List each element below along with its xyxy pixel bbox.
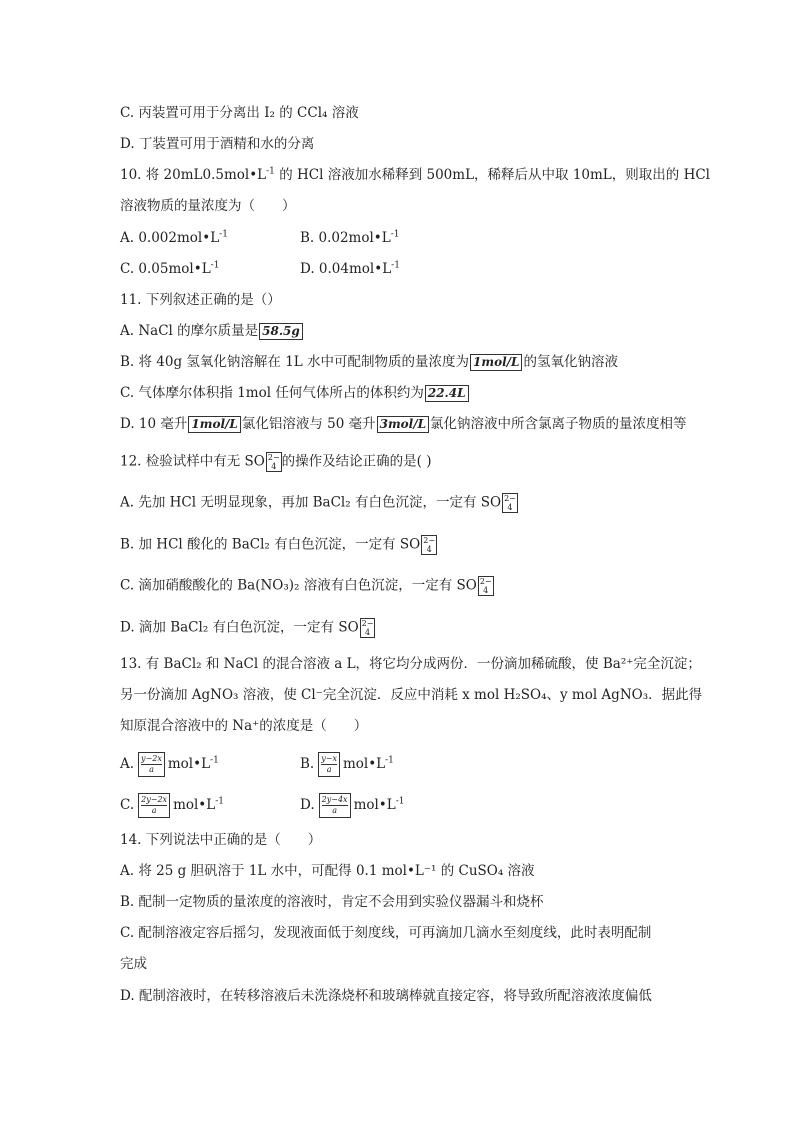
option-14a: A. 将 25 g 胆矾溶于 1L 水中，可配得 0.1 mol•L⁻¹ 的 CuSO₄ 溶液 <box>120 863 535 879</box>
question-10-line2: 溶液物质的量浓度为（ ） <box>120 198 296 214</box>
option-12a: A. 先加 HCl 无明显现象，再加 BaCl₂ 有白色沉淀，一定有 SO 2− 4 <box>120 494 516 512</box>
question-10 <box>120 166 710 184</box>
q10-text: 10. 将 20mL0.5mol•L <box>120 167 267 183</box>
option-14b: B. 配制一定物质的量浓度的溶液时，肯定不会用到实验仪器漏斗和烧杯 <box>120 894 544 910</box>
sulfate-ion: 2− 4 <box>504 494 516 512</box>
formula-box: 3mol/L <box>377 416 429 433</box>
option-14d: D. 配制溶液时，在转移溶液后未洗涤烧杯和玻璃棒就直接定容，将导致所配溶液浓度偏低 <box>120 988 652 1004</box>
question-13-line2: 另一份滴加 AgNO₃ 溶液，使 Cl⁻完全沉淀．反应中消耗 x mol H₂SO₄、y mol AgNO₃．据此得 <box>120 687 703 703</box>
fraction: $\frac{2y-4x}{a}$ <box>319 793 351 818</box>
fraction: $\frac{y-x}{a}$ <box>318 752 340 777</box>
option-11b: B. 将 40g 氢氧化钠溶解在 1L 水中可配制物质的量浓度为 1mol/L 的氢氧化钠溶液 <box>120 354 618 370</box>
sulfate-ion: 2− 4 <box>267 453 280 471</box>
option-10c: C. $0.05mol•L^{-1}$ D. $0.04mol•L^{-1}$ <box>120 260 400 277</box>
option-12c: C. 滴加硝酸酸化的 Ba(NO₃)₂ 溶液有白色沉淀，一定有 SO 2− 4 <box>120 577 492 595</box>
sulfate-ion: 2− 4 <box>479 577 492 595</box>
formula-box: 1mol/L <box>188 416 240 433</box>
sulfate-ion: 2− 4 <box>423 536 436 554</box>
option-11c: C. 气体摩尔体积指 1mol 任何气体所占的体积约为 22.4L <box>120 384 470 402</box>
option-11d: D. 10 毫升 1mol/L 氯化铝溶液与 50 毫升 3mol/L 氯化钠溶液中所含氯离子物质的量浓度相等 <box>120 416 687 432</box>
fraction: $\frac{2y-2x}{a}$ <box>138 793 170 818</box>
option-10a: A. $0.002mol•L^{-1}$ B. $0.02mol•L^{-1}$ <box>120 229 400 246</box>
option-12d: D. 滴加 BaCl₂ 有白色沉淀，一定有 SO 2− 4 <box>120 619 374 637</box>
option-14c-line2: 完成 <box>120 956 147 972</box>
option-12b: B. 加 HCl 酸化的 BaCl₂ 有白色沉淀，一定有 SO 2− 4 <box>120 536 436 554</box>
question-13: 13. 有 BaCl₂ 和 NaCl 的混合溶液 a L，将它均分成两份．一份滴加稀硫酸，使 Ba²⁺完全沉淀； <box>120 656 701 672</box>
question-12: 12. 检验试样中有无 SO 2− 4 的操作及结论正确的是( ) <box>120 453 432 471</box>
formula-box: 22.4L <box>425 385 469 402</box>
option-9d: D. 丁装置可用于酒精和水的分离 <box>120 136 315 152</box>
option-9c: C. 丙装置可用于分离出 I₂ 的 CCl₄ 溶液 <box>120 105 359 121</box>
formula-box: 58.5g <box>259 323 303 340</box>
option-11a: A. NaCl 的摩尔质量是 58.5g <box>120 322 304 340</box>
option-10d: D. $0.04mol•L^{-1}$ <box>300 260 400 277</box>
superscript: -1 <box>266 166 275 177</box>
question-14: 14. 下列说法中正确的是（ ） <box>120 832 322 848</box>
fraction: $\frac{y-2x}{a}$ <box>138 752 165 777</box>
formula-box: 1mol/L <box>470 354 522 371</box>
question-11: 11. 下列叙述正确的是（） <box>120 292 281 308</box>
option-13b: B. $\frac{y-x}{a}$ $mol•L^{-1}$ <box>300 752 394 777</box>
option-13a: A. $\frac{y-2x}{a}$ $mol•L^{-1}$ <box>120 752 219 777</box>
option-14c: C. 配制溶液定容后摇匀，发现液面低于刻度线，可再滴加几滴水至刻度线，此时表明配制 <box>120 925 652 941</box>
option-10b: B. $0.02mol•L^{-1}$ <box>300 229 400 246</box>
q10-text-2: 的 HCl 溶液加水稀释到 500mL，稀释后从中取 10mL，则取出的 HCl <box>274 167 710 183</box>
option-13c: C. $\frac{2y-2x}{a}$ $mol•L^{-1}$ <box>120 793 224 818</box>
sulfate-ion: 2− 4 <box>361 619 374 637</box>
question-13-line3: 知原混合溶液中的 Na⁺的浓度是（ ） <box>120 718 368 734</box>
option-13d: D. $\frac{2y-4x}{a}$ $mol•L^{-1}$ <box>300 793 405 818</box>
